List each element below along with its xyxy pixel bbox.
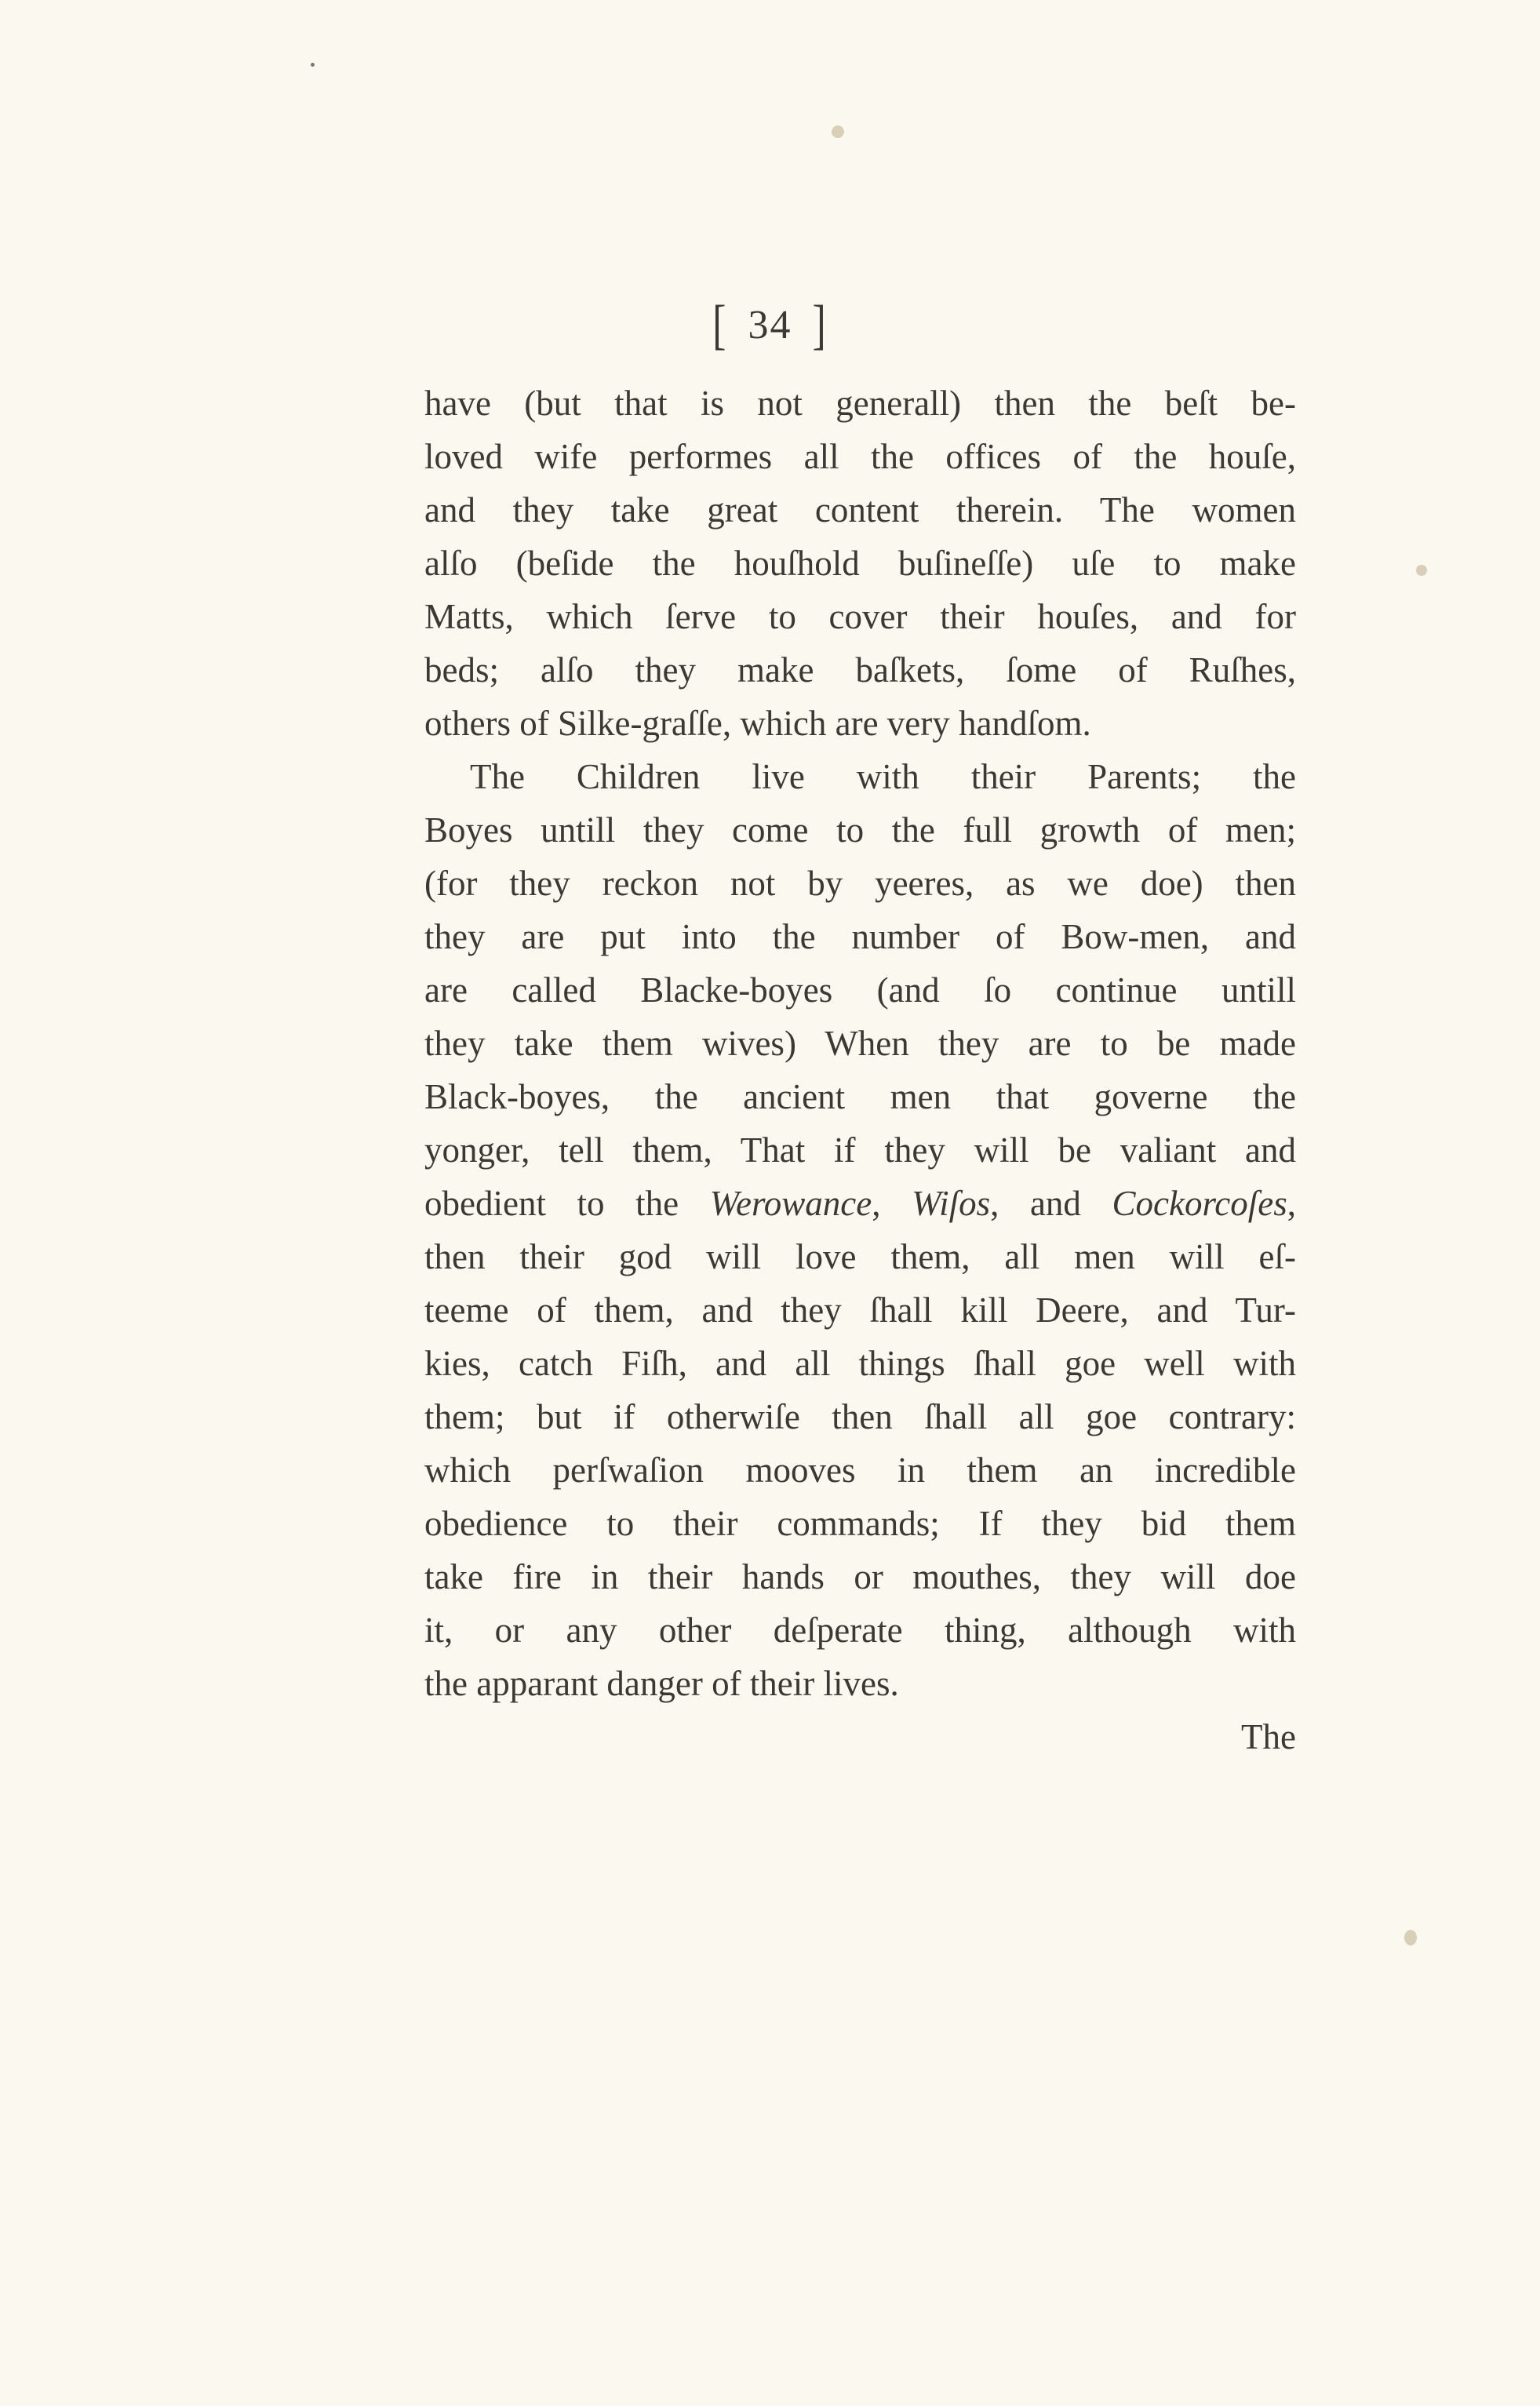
page-speck (1416, 565, 1427, 576)
catchword: The (1241, 1717, 1296, 1756)
page-number-value: 34 (748, 303, 792, 348)
bracket-open: [ (712, 295, 728, 355)
text-line: others of Silke-graſſe, which are very handſom. (424, 704, 1091, 743)
text-line: obedience to their commands; If they bid them (424, 1504, 1296, 1543)
text-line: alſo (beſide the houſhold buſineſſe) uſe to make (424, 544, 1296, 583)
text: obedient to the (424, 1184, 710, 1223)
text-line: it, or any other deſperate thing, although with (424, 1611, 1296, 1650)
text: , (1287, 1184, 1296, 1223)
text-line: loved wife performes all the offices of the houſe, (424, 437, 1296, 476)
text-line: Boyes untill they come to the full growth of men; (424, 810, 1296, 850)
text-line: have (but that is not generall) then the beſt be- (424, 384, 1296, 423)
text-line: take fire in their hands or mouthes, they will doe (424, 1557, 1296, 1596)
text-line-italic-names (424, 1177, 1296, 1230)
text: , and (990, 1184, 1112, 1223)
text-line: (for they reckon not by yeeres, as we doe) then (424, 864, 1296, 903)
text-line: they take them wives) When they are to be made (424, 1024, 1296, 1063)
italic-name: Cockorcoſes (1112, 1184, 1287, 1223)
text-line: beds; alſo they make baſkets, ſome of Ruſhes, (424, 650, 1296, 690)
text-line: then their god will love them, all men will eſ- (424, 1237, 1296, 1276)
text-line: The Children live with their Parents; the (470, 757, 1296, 796)
page-speck (1404, 1930, 1417, 1946)
page-speck (311, 63, 315, 67)
bracket-close: ] (812, 295, 828, 355)
text-line: the apparant danger of their lives. (424, 1664, 899, 1703)
page-speck (832, 126, 844, 138)
text-line: teeme of them, and they ſhall kill Deere, and Tur- (424, 1290, 1296, 1330)
text-line: yonger, tell them, That if they will be valiant and (424, 1130, 1296, 1170)
text-line: are called Blacke-boyes (and ſo continue untill (424, 970, 1296, 1010)
text-line: and they take great content therein. The women (424, 490, 1296, 530)
text-line: them; but if otherwiſe then ſhall all goe contrary: (424, 1397, 1296, 1436)
text-line: they are put into the number of Bow-men, and (424, 917, 1296, 956)
body-text (424, 377, 1296, 1764)
text: , (872, 1184, 912, 1223)
text-line: Matts, which ſerve to cover their houſes, and for (424, 597, 1296, 636)
italic-name: Werowance (709, 1184, 872, 1223)
italic-name: Wiſos (912, 1184, 991, 1223)
text-line: which perſwaſion mooves in them an incredible (424, 1451, 1296, 1490)
text-line: kies, catch Fiſh, and all things ſhall goe well with (424, 1344, 1296, 1383)
page-number (0, 295, 1540, 355)
text-line: Black-boyes, the ancient men that governe the (424, 1077, 1296, 1116)
